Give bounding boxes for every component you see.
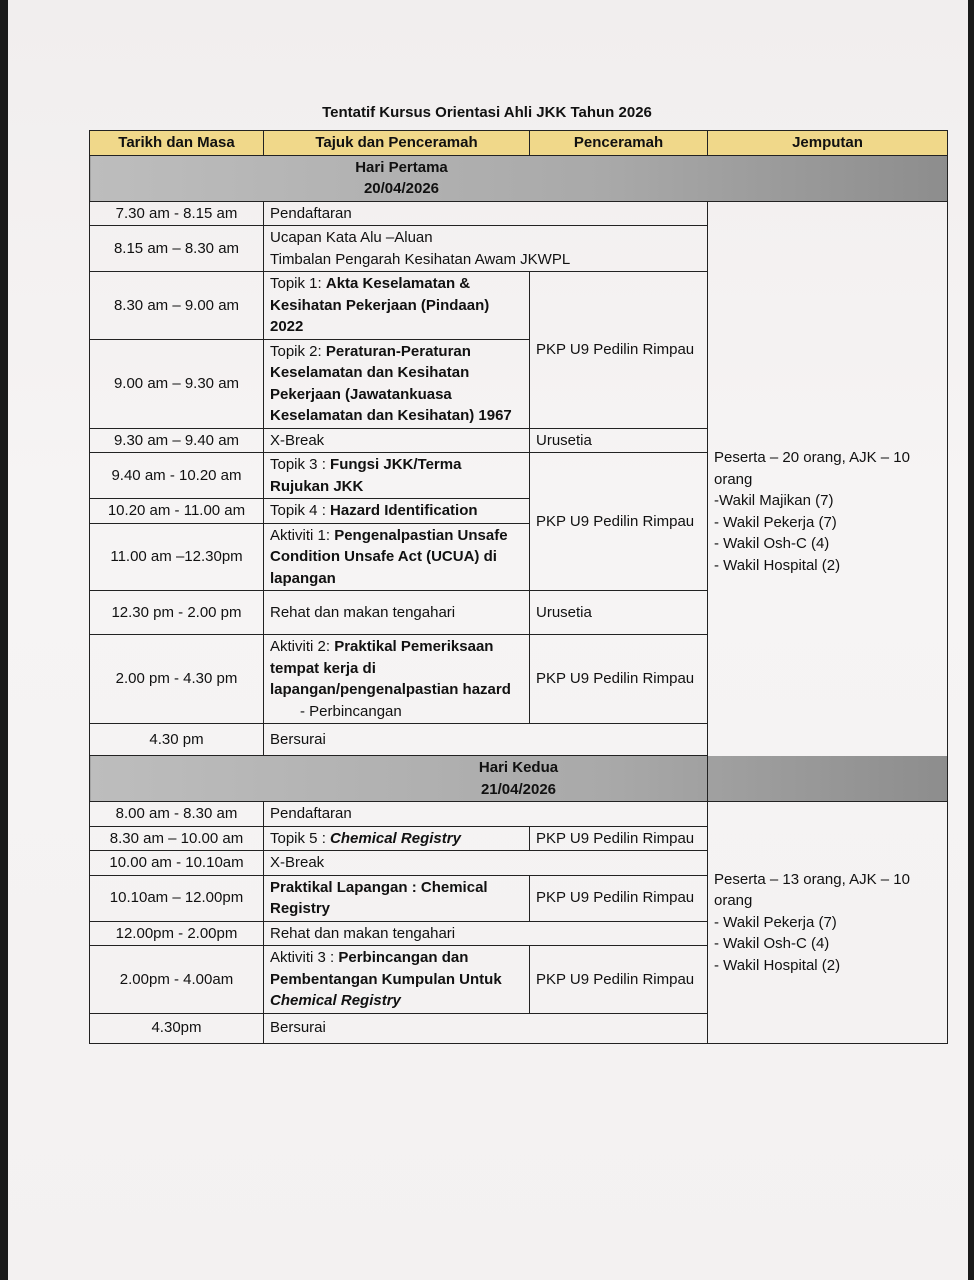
topic-cell (264, 499, 530, 524)
topic-prefix: Aktiviti 2: (270, 638, 335, 655)
topic-cell (264, 946, 530, 1014)
topic-title: Praktikal Pemeriksaan tempat kerja di lapangan/pengenalpastian hazard (270, 638, 511, 698)
jemputan-summary: Peserta – 20 orang, AJK – 10 orang (714, 449, 910, 488)
topic-cell (264, 272, 530, 340)
jemputan-cell-day1 (708, 201, 948, 802)
topic-cell (264, 226, 708, 272)
time-cell: 7.30 am - 8.15 am (90, 201, 264, 226)
speaker-cell: Urusetia (530, 428, 708, 453)
header-row (90, 131, 948, 156)
topic-subitem: - Perbincangan (300, 702, 402, 720)
speaker-cell: PKP U9 Pedilin Rimpau (530, 875, 708, 921)
topic-prefix: Aktiviti 3 : (270, 949, 339, 966)
topic-prefix: Aktiviti 1: (270, 526, 335, 544)
topic-line: Timbalan Pengarah Kesihatan Awam JKWPL (270, 250, 571, 268)
time-cell: 4.30pm (90, 1013, 264, 1043)
topic-prefix: Topik 4 : (270, 502, 331, 519)
day1-label: Hari Pertama (355, 158, 448, 176)
header-jemputan: Jemputan (708, 131, 948, 156)
jemputan-item: - Wakil Pekerja (7) (714, 913, 837, 931)
jemputan-item: - Wakil Osh-C (4) (714, 935, 830, 952)
topic-prefix: Topik 2: (270, 342, 326, 360)
header-penceramah: Penceramah (530, 131, 708, 156)
topic-line: Ucapan Kata Alu –Aluan (270, 229, 433, 246)
speaker-cell: PKP U9 Pedilin Rimpau (530, 272, 708, 429)
topic-cell (264, 523, 530, 591)
time-cell: 8.30 am – 10.00 am (90, 826, 264, 851)
topic-title: Hazard Identification (330, 502, 478, 519)
day2-date: 21/04/2026 (480, 780, 557, 798)
jemputan-item: - Wakil Osh-C (4) (714, 535, 830, 553)
jemputan-item: - Wakil Pekerja (7) (714, 513, 837, 531)
topic-cell (264, 339, 530, 428)
speaker-cell: PKP U9 Pedilin Rimpau (530, 635, 708, 724)
time-cell: 11.00 am –12.30pm (90, 523, 264, 591)
jemputan-item: - Wakil Hospital (2) (714, 956, 841, 974)
topic-title: Pengenalpastian Unsafe Condition Unsafe Act (UCUA) di lapangan (270, 526, 508, 587)
topic-title: Fungsi JKK/Terma Rujukan JKK (270, 456, 462, 495)
topic-cell: Praktikal Lapangan : Chemical Registry (264, 875, 530, 921)
time-cell: 10.00 am - 10.10am (90, 851, 264, 876)
speaker-cell: PKP U9 Pedilin Rimpau (530, 826, 708, 851)
document-title: Tentatif Kursus Orientasi Ahli JKK Tahun 2026 (322, 104, 652, 121)
time-cell: 4.30 pm (90, 724, 264, 756)
time-cell: 10.20 am - 11.00 am (90, 499, 264, 524)
topic-title: Perbincangan dan Pembentangan Kumpulan Untuk (270, 949, 502, 988)
topic-title: Peraturan-Peraturan Keselamatan dan Kesihatan Pekerjaan (Jawatankuasa Keselamatan dan Kesihatan) 1967 (270, 342, 512, 424)
topic-cell (264, 635, 530, 724)
jemputan-item: -Wakil Majikan (7) (714, 492, 834, 510)
time-cell: 12.30 pm - 2.00 pm (90, 591, 264, 635)
jemputan-summary: Peserta – 13 orang, AJK – 10 orang (714, 870, 910, 909)
table-row (90, 201, 948, 226)
day1-header-row (90, 155, 948, 201)
topic-title: Chemical Registry (330, 829, 461, 847)
topic-prefix: Topik 3 : (270, 456, 331, 473)
time-cell: 9.40 am - 10.20 am (90, 453, 264, 499)
speaker-cell: Urusetia (530, 591, 708, 635)
time-cell: 2.00pm - 4.00am (90, 946, 264, 1014)
topic-prefix: Topik 1: (270, 275, 326, 292)
topic-title-italic: Chemical Registry (270, 992, 401, 1009)
topic-cell: Rehat dan makan tengahari (264, 591, 530, 635)
jemputan-cell-day2 (708, 802, 948, 1044)
topic-cell: Pendaftaran (264, 201, 708, 226)
time-cell: 8.30 am – 9.00 am (90, 272, 264, 340)
day2-label: Hari Kedua (478, 759, 559, 776)
time-cell: 9.30 am – 9.40 am (90, 428, 264, 453)
topic-cell: Bersurai (264, 1013, 708, 1043)
topic-cell: X-Break (264, 851, 708, 876)
time-cell: 12.00pm - 2.00pm (90, 921, 264, 946)
header-tarikh: Tarikh dan Masa (90, 131, 264, 156)
topic-cell: Pendaftaran (264, 802, 708, 827)
time-cell: 9.00 am – 9.30 am (90, 339, 264, 428)
day2-header-row (90, 756, 948, 802)
topic-cell: Bersurai (264, 724, 708, 756)
speaker-cell: PKP U9 Pedilin Rimpau (530, 946, 708, 1014)
schedule-table (89, 130, 948, 1044)
topic-prefix: Topik 5 : (270, 829, 331, 847)
topic-cell (264, 453, 530, 499)
time-cell: 8.15 am – 8.30 am (90, 226, 264, 272)
topic-title: Akta Keselamatan & Kesihatan Pekerjaan (Pindaan) 2022 (270, 275, 490, 335)
time-cell: 8.00 am - 8.30 am (90, 802, 264, 827)
time-cell: 2.00 pm - 4.30 pm (90, 635, 264, 724)
topic-cell (264, 826, 530, 851)
table-row (90, 802, 948, 827)
day1-date: 20/04/2026 (363, 180, 440, 197)
jemputan-item: - Wakil Hospital (2) (714, 556, 841, 574)
speaker-cell: PKP U9 Pedilin Rimpau (530, 453, 708, 591)
topic-cell: Rehat dan makan tengahari (264, 921, 708, 946)
time-cell: 10.10am – 12.00pm (90, 875, 264, 921)
header-tajuk: Tajuk dan Penceramah (264, 131, 530, 156)
topic-cell: X-Break (264, 428, 530, 453)
